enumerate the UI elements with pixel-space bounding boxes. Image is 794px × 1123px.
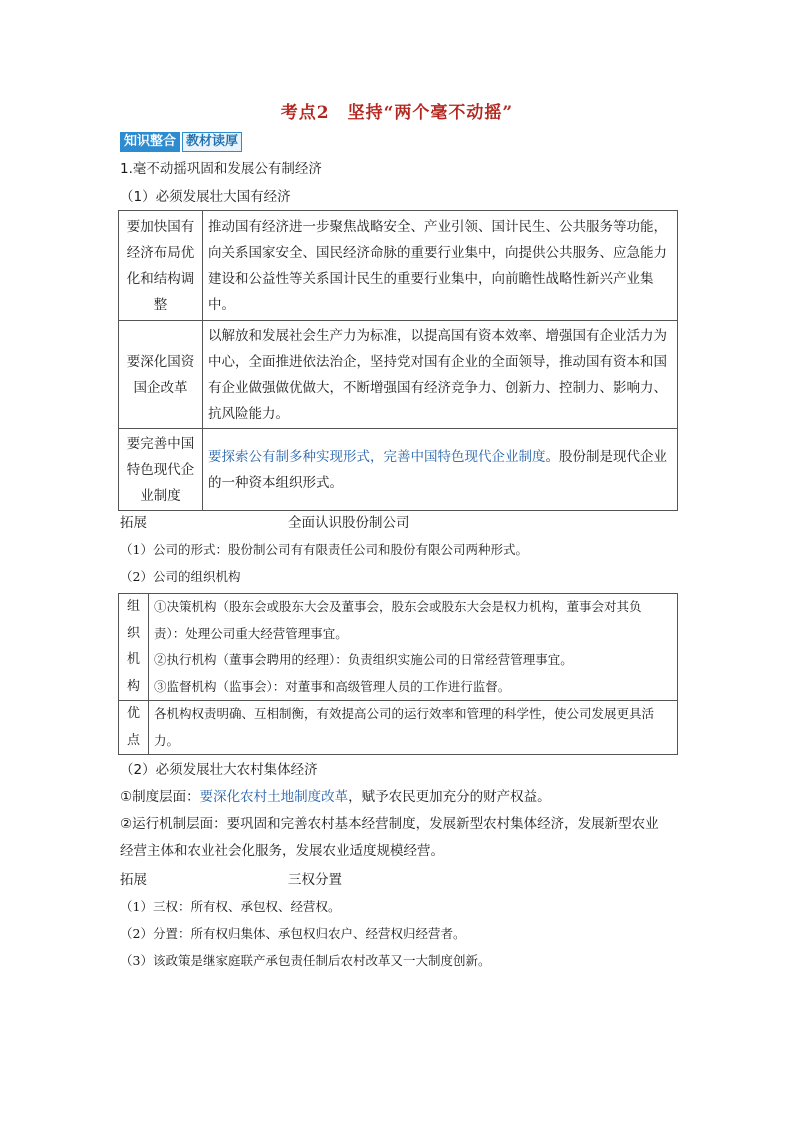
- company-organization-table: [118, 593, 678, 755]
- section1-heading: 1.毫不动摇巩固和发展公有制经济: [120, 161, 322, 177]
- extension2-line3: （3）该政策是继家庭联产承包责任制后农村改革又一大制度创新。: [120, 953, 491, 968]
- row-value: 各机构权责明确、互相制衡，有效提高公司的运行效率和管理的科学性，使公司发展更具活力。: [149, 701, 678, 755]
- section-badges: [120, 132, 242, 152]
- row-key: 优点: [119, 701, 149, 755]
- extension1-line2: （2）公司的组织机构: [120, 569, 241, 584]
- highlight-text: 要深化农村土地制度改革: [199, 789, 349, 805]
- row-key: 要完善中国特色现代企业制度: [119, 429, 203, 511]
- badge-textbook: 教材读厚: [182, 132, 242, 152]
- section2-paragraph2-line2: 经营主体和农业社会化服务，发展农业适度规模经营。: [120, 843, 444, 859]
- extension-title: 全面认识股份制公司: [288, 515, 410, 531]
- row-key: 组织机构: [119, 594, 149, 701]
- section1-sub1: （1）必须发展壮大国有经济: [120, 189, 291, 205]
- section2-paragraph2-line1: ②运行机制层面：要巩固和完善农村基本经营制度，发展新型农村集体经济，发展新型农业: [120, 816, 659, 832]
- page-title: 考点2 坚持“两个毫不动摇”: [280, 103, 514, 123]
- extension1-header: [120, 513, 680, 533]
- section2-sub2: （2）必须发展壮大农村集体经济: [120, 762, 318, 778]
- org-item: ③监督机构（监事会）：对董事和高级管理人员的工作进行监督。: [154, 678, 511, 694]
- row-value: [203, 429, 678, 511]
- p1-rest: ，赋予农民更加充分的财产权益。: [348, 789, 551, 805]
- section2-paragraph1: [120, 787, 551, 807]
- highlight-text: 要探索公有制多种实现形式，完善中国特色现代企业制度: [208, 448, 546, 465]
- extension1-line1: （1）公司的形式：股份制公司有有限责任公司和股份有限公司两种形式。: [120, 542, 528, 557]
- row-value: 推动国有经济进一步聚焦战略安全、产业引领、国计民生、公共服务等功能，向关系国家安全、国民经济命脉的重要行业集中，向提供公共服务、应急能力建设和公益性等关系国计民生的重要行业集中，向前瞻性战略性新兴产业集中。: [203, 211, 678, 321]
- extension2-line1: （1）三权：所有权、承包权、经营权。: [120, 899, 341, 914]
- extension-title: 三权分置: [288, 872, 342, 888]
- table-row: [119, 594, 678, 701]
- org-item: ①决策机构（股东会或股东大会及董事会，股东会或股东大会是权力机构，董事会对其负责）：处理公司重大经营管理事宜。: [154, 599, 642, 641]
- state-economy-table: [118, 210, 678, 511]
- row-key: 要加快国有经济布局优化和结构调整: [119, 211, 203, 321]
- table-row: [119, 211, 678, 321]
- badge-knowledge: 知识整合: [120, 132, 180, 152]
- extension-label: 拓展: [120, 515, 147, 531]
- org-item: ②执行机构（董事会聘用的经理）：负责组织实施公司的日常经营管理事宜。: [154, 652, 573, 667]
- extension2-header: [120, 870, 680, 890]
- table-row: [119, 321, 678, 429]
- extension-label: 拓展: [120, 872, 147, 888]
- row-key: 要深化国资国企改革: [119, 321, 203, 429]
- value-text: 。股份制是现代企业的一种资本组织形式。: [208, 448, 667, 491]
- row-value: [149, 594, 678, 701]
- row-value: 以解放和发展社会生产力为标准，以提高国有资本效率、增强国有企业活力为中心，全面推进依法治企，坚持党对国有企业的全面领导，推动国有资本和国有企业做强做优做大，不断增强国有经济竞争力、创新力、控制力、影响力、抗风险能力。: [203, 321, 678, 429]
- p1-prefix: ①制度层面：: [120, 789, 200, 805]
- table-row: [119, 429, 678, 511]
- table-row: [119, 701, 678, 755]
- extension2-line2: （2）分置：所有权归集体、承包权归农户、经营权归经营者。: [120, 926, 466, 941]
